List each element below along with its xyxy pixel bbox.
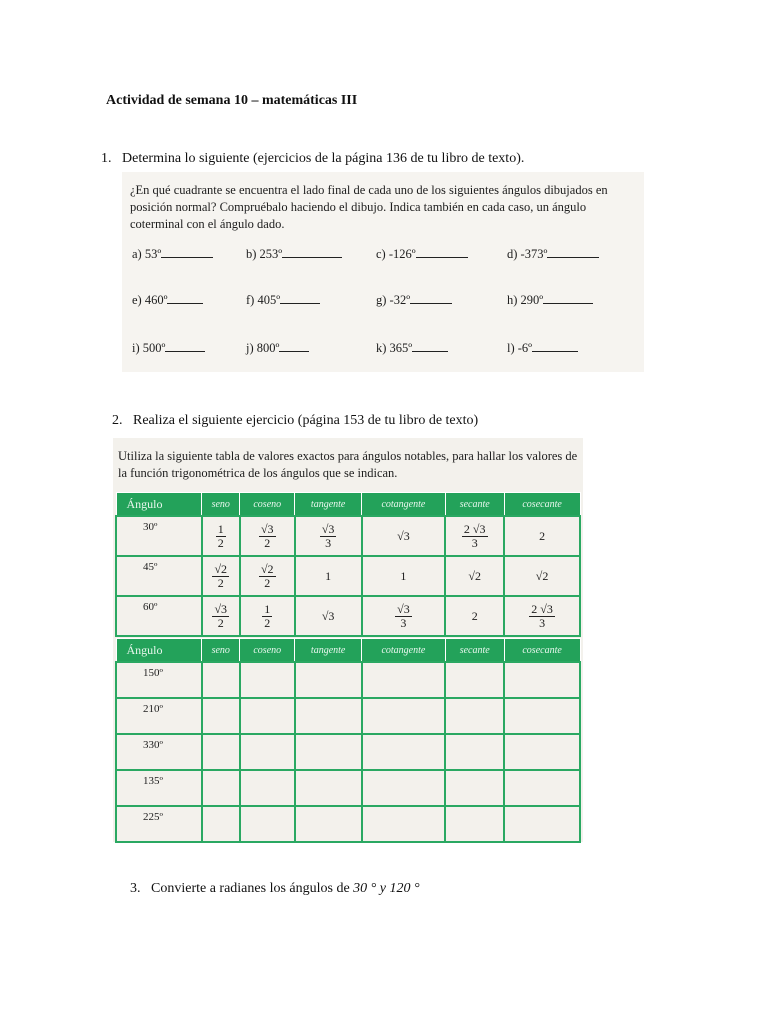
answer-blank — [416, 245, 468, 258]
question-2 — [112, 413, 478, 429]
empty-answer-cell — [362, 806, 446, 842]
exercise-item: j) 800º — [246, 339, 309, 356]
exercise-item: d) -373º — [507, 245, 599, 262]
angle-cell: 225º — [116, 806, 202, 842]
value-cell: $\frac{√2}{2}$ — [240, 556, 295, 596]
question-3-text: Convierte a radianes los ángulos de — [151, 881, 350, 896]
empty-answer-cell — [362, 770, 446, 806]
empty-answer-cell — [295, 770, 362, 806]
empty-answer-cell — [362, 698, 446, 734]
empty-answer-cell — [202, 698, 240, 734]
table-header: tangente — [295, 639, 362, 663]
question-3-number: 3. — [130, 881, 141, 896]
value-cell: √2 — [504, 556, 580, 596]
empty-answer-cell — [295, 662, 362, 698]
value-cell: √2 — [445, 556, 504, 596]
empty-answer-cell — [295, 734, 362, 770]
textbook-excerpt-1 — [122, 172, 644, 372]
value-cell: √3 — [362, 516, 446, 556]
exercise-item: g) -32º — [376, 291, 452, 308]
value-cell: $\frac{√3}{3}$ — [295, 516, 362, 556]
empty-answer-cell — [240, 698, 295, 734]
empty-answer-cell — [240, 734, 295, 770]
empty-answer-cell — [202, 770, 240, 806]
empty-answer-cell — [202, 806, 240, 842]
exercise-item: e) 460º — [132, 291, 203, 308]
table-header: secante — [445, 493, 504, 517]
value-cell: $\frac{√2}{2}$ — [202, 556, 240, 596]
answer-blank — [412, 339, 448, 352]
value-cell: $\frac{2 √3}{3}$ — [504, 596, 580, 636]
angle-cell: 60º — [116, 596, 202, 636]
exercise-item: i) 500º — [132, 339, 205, 356]
question-3 — [130, 881, 420, 897]
table-header: seno — [202, 639, 240, 663]
empty-answer-cell — [240, 806, 295, 842]
value-cell: $\frac{2 √3}{3}$ — [445, 516, 504, 556]
table-header: Ángulo — [116, 493, 202, 517]
answer-blank — [161, 245, 213, 258]
question-1-number: 1. — [101, 151, 112, 166]
question-3-math: 30 ° y 120 ° — [353, 881, 420, 896]
empty-answer-cell — [504, 698, 580, 734]
value-cell: $\frac{1}{2}$ — [202, 516, 240, 556]
answer-blank — [280, 291, 320, 304]
excerpt-2-instruction: Utiliza la siguiente tabla de valores exactos para ángulos notables, para hallar los valores de la función trigonométrica de los ángulos que se indican. — [118, 449, 578, 480]
empty-answer-cell — [445, 806, 504, 842]
angle-cell: 330º — [116, 734, 202, 770]
table-header: secante — [445, 639, 504, 663]
answer-blank — [547, 245, 599, 258]
empty-answer-cell — [445, 698, 504, 734]
table-row — [116, 556, 580, 596]
empty-answer-cell — [202, 734, 240, 770]
value-cell: $\frac{√3}{2}$ — [240, 516, 295, 556]
answer-blank — [167, 291, 203, 304]
table-row — [116, 770, 580, 806]
angle-cell: 210º — [116, 698, 202, 734]
table-header: cotangente — [362, 493, 446, 517]
question-1 — [101, 151, 524, 167]
empty-answer-cell — [445, 734, 504, 770]
question-2-number: 2. — [112, 413, 123, 428]
answer-blank — [410, 291, 452, 304]
value-cell: 1 — [362, 556, 446, 596]
answer-blank — [543, 291, 593, 304]
empty-answer-cell — [240, 770, 295, 806]
exercise-item: f) 405º — [246, 291, 320, 308]
empty-answer-cell — [504, 662, 580, 698]
question-1-text: Determina lo siguiente (ejercicios de la página 136 de tu libro de texto). — [122, 151, 525, 166]
value-cell: $\frac{1}{2}$ — [240, 596, 295, 636]
exercise-item: h) 290º — [507, 291, 593, 308]
value-cell: $\frac{√3}{3}$ — [362, 596, 446, 636]
table-header: seno — [202, 493, 240, 517]
table-header: cosecante — [504, 639, 580, 663]
table-header: coseno — [240, 493, 295, 517]
empty-answer-cell — [504, 806, 580, 842]
empty-answer-cell — [295, 698, 362, 734]
table-row — [116, 596, 580, 636]
value-cell: 2 — [504, 516, 580, 556]
angle-cell: 30º — [116, 516, 202, 556]
table-header: cosecante — [504, 493, 580, 517]
table-row — [116, 698, 580, 734]
angle-cell: 150º — [116, 662, 202, 698]
answer-blank — [532, 339, 578, 352]
angle-cell: 45º — [116, 556, 202, 596]
value-cell: 1 — [295, 556, 362, 596]
page-title: Actividad de semana 10 – matemáticas III — [106, 93, 358, 108]
empty-answer-cell — [295, 806, 362, 842]
excerpt-1-instruction: ¿En qué cuadrante se encuentra el lado final de cada uno de los siguientes ángulos dibujados en posición normal? Compruébalo haciendo el dibujo. Indica también en cada caso, un ángulo coterminal con el ángulo dado. — [130, 183, 608, 231]
empty-answer-cell — [504, 770, 580, 806]
table-row — [116, 662, 580, 698]
table-header: cotangente — [362, 639, 446, 663]
value-cell: $\frac{√3}{2}$ — [202, 596, 240, 636]
question-2-text: Realiza el siguiente ejercicio (página 153 de tu libro de texto) — [133, 413, 479, 428]
trig-values-table — [115, 492, 581, 637]
answer-blank — [165, 339, 205, 352]
empty-answer-cell — [362, 662, 446, 698]
exercise-item: l) -6º — [507, 339, 578, 356]
empty-answer-cell — [504, 734, 580, 770]
empty-answer-cell — [202, 662, 240, 698]
table-header: tangente — [295, 493, 362, 517]
empty-answer-cell — [445, 770, 504, 806]
empty-answer-cell — [362, 734, 446, 770]
exercise-item: k) 365º — [376, 339, 448, 356]
empty-answer-cell — [445, 662, 504, 698]
exercise-item: c) -126º — [376, 245, 468, 262]
empty-answer-cell — [240, 662, 295, 698]
angle-cell: 135º — [116, 770, 202, 806]
table-row — [116, 734, 580, 770]
exercise-item: b) 253º — [246, 245, 342, 262]
table-row — [116, 516, 580, 556]
table-row — [116, 806, 580, 842]
trig-exercise-table — [115, 638, 581, 843]
answer-blank — [279, 339, 309, 352]
value-cell: √3 — [295, 596, 362, 636]
textbook-excerpt-2 — [113, 438, 583, 842]
table-header: Ángulo — [116, 639, 202, 663]
value-cell: 2 — [445, 596, 504, 636]
exercise-item: a) 53º — [132, 245, 213, 262]
answer-blank — [282, 245, 342, 258]
table-header: coseno — [240, 639, 295, 663]
